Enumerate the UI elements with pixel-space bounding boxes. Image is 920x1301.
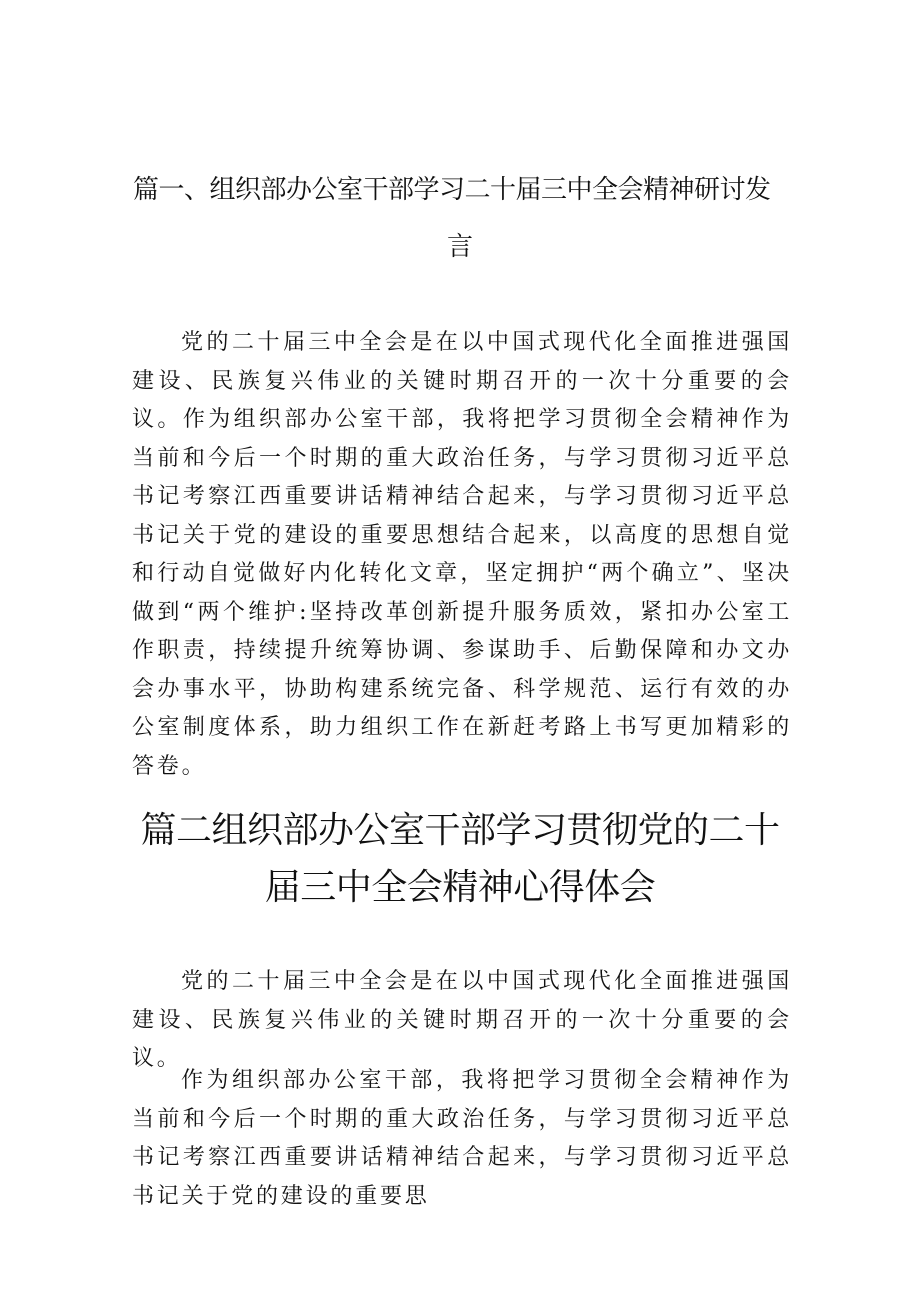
section2-title-line2: 届三中全会精神心得体会 bbox=[264, 867, 656, 908]
section2-paragraph-1: 党的二十届三中全会是在以中国式现代化全面推进强国建设、民族复兴伟业的关键时期召开的一次十分重要的会议。 bbox=[132, 969, 792, 1071]
section2-title-line1: 篇二组织部办公室干部学习贯彻党的二十 bbox=[140, 810, 780, 851]
section1-title-line2: 言 bbox=[446, 232, 473, 262]
section2-paragraph-2: 作为组织部办公室干部，我将把学习贯彻全会精神作为当前和今后一个时期的重大政治任务，与学习贯彻习近平总书记考察江西重要讲话精神结合起来，与学习贯彻习近平总书记关于党的建设的重要思 bbox=[132, 1068, 792, 1209]
section1-title-line1: 篇一、组织部办公室干部学习二十届三中全会精神研讨发 bbox=[133, 175, 771, 205]
section1-paragraph: 党的二十届三中全会是在以中国式现代化全面推进强国建设、民族复兴伟业的关键时期召开的一次十分重要的会议。作为组织部办公室干部，我将把学习贯彻全会精神作为当前和今后一个时期的重大政治任务，与学习贯彻习近平总书记考察江西重要讲话精神结合起来，与学习贯彻习近平总书记关于党的建设的重要思想结合起来，以高度的思想自觉和行动自觉做好内化转化文章，坚定拥护“两个确立”、坚决做到“两个维护:坚持改革创新提升服务质效，紧扣办公室工作职责，持续提升统筹协调、参谋助手、后勤保障和办文办会办事水平，协助构建系统完备、科学规范、运行有效的办公室制度体系，助力组织工作在新赶考路上书写更加精彩的答卷。 bbox=[132, 330, 792, 779]
